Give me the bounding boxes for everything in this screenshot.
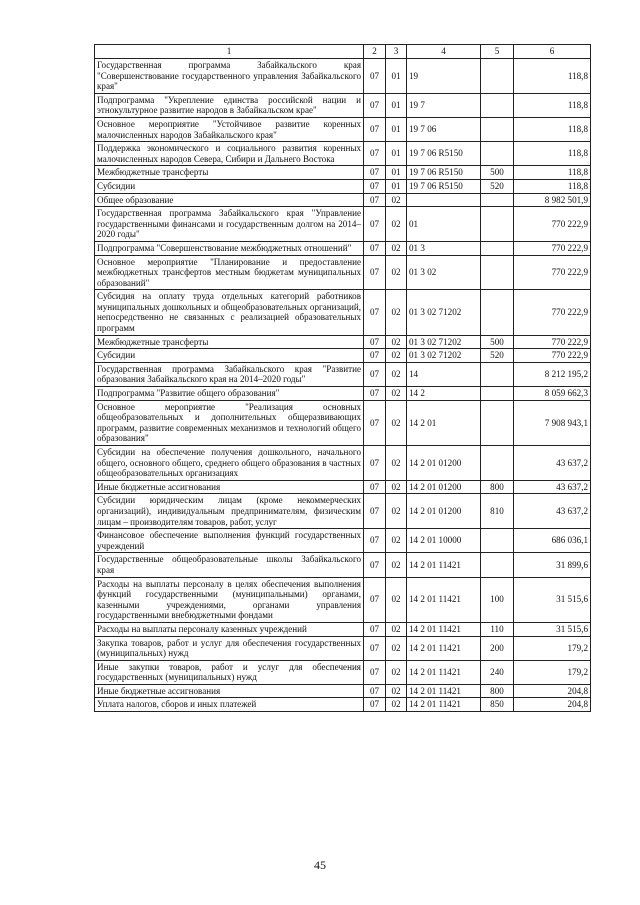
target-article-code: 01 3 02 (407, 255, 481, 290)
subsection-code: 02 (386, 577, 407, 622)
expense-type-code: 800 (481, 684, 514, 698)
subsection-code: 01 (386, 179, 407, 193)
target-article-code: 19 7 06 (407, 117, 481, 141)
section-code: 07 (364, 362, 386, 386)
subsection-code: 02 (386, 446, 407, 481)
expense-type-code: 110 (481, 622, 514, 636)
subsection-code: 02 (386, 622, 407, 636)
table-row (95, 636, 591, 660)
section-code: 07 (364, 387, 386, 401)
section-code: 07 (364, 142, 386, 166)
subsection-code: 02 (386, 529, 407, 553)
section-code: 07 (364, 446, 386, 481)
budget-item-name: Государственные общеобразовательные школы Забайкальского края (95, 553, 364, 577)
expense-type-code: 200 (481, 636, 514, 660)
expense-type-code (481, 529, 514, 553)
budget-item-name: Уплата налогов, сборов и иных платежей (95, 698, 364, 712)
expense-type-code: 500 (481, 166, 514, 180)
expense-type-code: 520 (481, 349, 514, 363)
amount: 118,8 (514, 166, 591, 180)
amount: 770 222,9 (514, 335, 591, 349)
expense-type-code (481, 400, 514, 445)
budget-item-name: Субсидия на оплату труда отдельных категорий работников муниципальных дошкольных и общеобразовательных организаций, непосредственно не связанных с реализацией образовательных программ (95, 290, 364, 335)
budget-item-name: Государственная программа Забайкальского края "Совершенствование государственного управления Забайкальского края" (95, 59, 364, 94)
subsection-code: 02 (386, 387, 407, 401)
table-row (95, 290, 591, 335)
subsection-code: 02 (386, 480, 407, 494)
budget-item-name: Поддержка экономического и социального развития коренных малочисленных народов Севера, Сибири и Дальнего Востока (95, 142, 364, 166)
expense-type-code (481, 207, 514, 242)
target-article-code: 01 3 02 71202 (407, 335, 481, 349)
section-code: 07 (364, 480, 386, 494)
amount: 204,8 (514, 684, 591, 698)
amount: 118,8 (514, 117, 591, 141)
section-code: 07 (364, 255, 386, 290)
section-code: 07 (364, 622, 386, 636)
budget-item-name: Субсидии на обеспечение получения дошкольного, начального общего, основного общего, среднего общего образования в частных общеобразовательных организациях (95, 446, 364, 481)
header-col-1: 1 (95, 45, 364, 59)
subsection-code: 02 (386, 698, 407, 712)
subsection-code: 01 (386, 93, 407, 117)
target-article-code: 14 2 01 01200 (407, 480, 481, 494)
section-code: 07 (364, 166, 386, 180)
expense-type-code (481, 241, 514, 255)
expense-type-code: 850 (481, 698, 514, 712)
subsection-code: 02 (386, 684, 407, 698)
section-code: 07 (364, 529, 386, 553)
section-code: 07 (364, 193, 386, 207)
table-row (95, 698, 591, 712)
amount: 8 982 501,9 (514, 193, 591, 207)
amount: 118,8 (514, 59, 591, 94)
section-code: 07 (364, 290, 386, 335)
amount: 770 222,9 (514, 241, 591, 255)
section-code: 07 (364, 494, 386, 529)
section-code: 07 (364, 577, 386, 622)
section-code: 07 (364, 684, 386, 698)
table-row (95, 59, 591, 94)
amount: 31 899,6 (514, 553, 591, 577)
table-row (95, 446, 591, 481)
target-article-code: 01 3 02 71202 (407, 290, 481, 335)
target-article-code: 14 2 (407, 387, 481, 401)
budget-item-name: Основное мероприятие "Планирование и предоставление межбюджетных трансфертов местным бюджетам муниципальных образований" (95, 255, 364, 290)
amount: 179,2 (514, 636, 591, 660)
section-code: 07 (364, 117, 386, 141)
amount: 118,8 (514, 93, 591, 117)
table-row (95, 387, 591, 401)
target-article-code: 19 7 06 R5150 (407, 179, 481, 193)
target-article-code: 14 2 01 01200 (407, 494, 481, 529)
budget-item-name: Иные закупки товаров, работ и услуг для обеспечения государственных (муниципальных) нужд (95, 660, 364, 684)
subsection-code: 02 (386, 241, 407, 255)
table-row (95, 494, 591, 529)
table-row (95, 529, 591, 553)
amount: 686 036,1 (514, 529, 591, 553)
section-code: 07 (364, 179, 386, 193)
target-article-code: 14 2 01 11421 (407, 698, 481, 712)
target-article-code: 19 7 06 R5150 (407, 142, 481, 166)
expense-type-code (481, 255, 514, 290)
table-row (95, 349, 591, 363)
subsection-code: 02 (386, 660, 407, 684)
subsection-code: 01 (386, 117, 407, 141)
table-row (95, 179, 591, 193)
section-code: 07 (364, 335, 386, 349)
table-row (95, 117, 591, 141)
subsection-code: 02 (386, 255, 407, 290)
amount: 43 637,2 (514, 446, 591, 481)
target-article-code: 14 2 01 11421 (407, 553, 481, 577)
subsection-code: 01 (386, 59, 407, 94)
budget-item-name: Общее образование (95, 193, 364, 207)
table-row (95, 622, 591, 636)
section-code: 07 (364, 698, 386, 712)
section-code: 07 (364, 400, 386, 445)
page-number: 45 (314, 858, 326, 872)
budget-item-name: Подпрограмма "Укрепление единства российской нации и этнокультурное развитие народов в Забайкальском крае" (95, 93, 364, 117)
target-article-code (407, 193, 481, 207)
target-article-code: 19 7 06 R5150 (407, 166, 481, 180)
expense-type-code (481, 193, 514, 207)
section-code: 07 (364, 207, 386, 242)
expense-type-code (481, 142, 514, 166)
table-row (95, 166, 591, 180)
header-col-2: 2 (364, 45, 386, 59)
amount: 770 222,9 (514, 290, 591, 335)
budget-item-name: Иные бюджетные ассигнования (95, 684, 364, 698)
amount: 770 222,9 (514, 255, 591, 290)
expense-type-code: 100 (481, 577, 514, 622)
budget-item-name: Государственная программа Забайкальского края "Развитие образования Забайкальского края на 2014–2020 годы" (95, 362, 364, 386)
header-col-4: 4 (407, 45, 481, 59)
target-article-code: 14 2 01 11421 (407, 684, 481, 698)
header-col-6: 6 (514, 45, 591, 59)
budget-item-name: Финансовое обеспечение выполнения функций государственных учреждений (95, 529, 364, 553)
subsection-code: 02 (386, 636, 407, 660)
table-row (95, 193, 591, 207)
section-code: 07 (364, 93, 386, 117)
budget-item-name: Основное мероприятие "Устойчивое развитие коренных малочисленных народов Забайкальского края" (95, 117, 364, 141)
amount: 8 059 662,3 (514, 387, 591, 401)
expense-type-code (481, 59, 514, 94)
target-article-code: 14 2 01 11421 (407, 636, 481, 660)
expense-type-code (481, 446, 514, 481)
table-row (95, 480, 591, 494)
table-row (95, 660, 591, 684)
target-article-code: 01 3 02 71202 (407, 349, 481, 363)
budget-item-name: Закупка товаров, работ и услуг для обеспечения государственных (муниципальных) нужд (95, 636, 364, 660)
table-row (95, 335, 591, 349)
amount: 43 637,2 (514, 494, 591, 529)
target-article-code: 19 7 (407, 93, 481, 117)
budget-item-name: Межбюджетные трансферты (95, 335, 364, 349)
expense-type-code (481, 553, 514, 577)
budget-item-name: Расходы на выплаты персоналу в целях обеспечения выполнения функций государственными (муниципальными) органами, казенными учреждениями, органами управления государственными внебюджетными фондами (95, 577, 364, 622)
table-row (95, 93, 591, 117)
amount: 204,8 (514, 698, 591, 712)
table-row (95, 241, 591, 255)
expense-type-code (481, 362, 514, 386)
budget-item-name: Подпрограмма "Развитие общего образования" (95, 387, 364, 401)
target-article-code: 19 (407, 59, 481, 94)
table-row (95, 400, 591, 445)
expense-type-code (481, 290, 514, 335)
budget-table (94, 44, 591, 712)
expense-type-code: 810 (481, 494, 514, 529)
expense-type-code: 240 (481, 660, 514, 684)
budget-item-name: Иные бюджетные ассигнования (95, 480, 364, 494)
subsection-code: 02 (386, 553, 407, 577)
budget-item-name: Основное мероприятие "Реализация основных общеобразовательных и дополнительных общеразвивающих программ, развитие современных механизмов и технологий общего образования" (95, 400, 364, 445)
target-article-code: 01 (407, 207, 481, 242)
subsection-code: 02 (386, 494, 407, 529)
table-row (95, 207, 591, 242)
section-code: 07 (364, 241, 386, 255)
subsection-code: 01 (386, 166, 407, 180)
amount: 8 212 195,2 (514, 362, 591, 386)
section-code: 07 (364, 59, 386, 94)
target-article-code: 14 2 01 10000 (407, 529, 481, 553)
table-row (95, 362, 591, 386)
table-row (95, 577, 591, 622)
target-article-code: 14 (407, 362, 481, 386)
amount: 770 222,9 (514, 207, 591, 242)
amount: 43 637,2 (514, 480, 591, 494)
table-row (95, 553, 591, 577)
amount: 118,8 (514, 179, 591, 193)
subsection-code: 02 (386, 207, 407, 242)
amount: 118,8 (514, 142, 591, 166)
target-article-code: 14 2 01 11421 (407, 660, 481, 684)
budget-item-name: Субсидии юридическим лицам (кроме некоммерческих организаций), индивидуальным предпринимателям, физическим лицам – производителям товаров, работ, услуг (95, 494, 364, 529)
amount: 7 908 943,1 (514, 400, 591, 445)
budget-item-name: Расходы на выплаты персоналу казенных учреждений (95, 622, 364, 636)
target-article-code: 14 2 01 01200 (407, 446, 481, 481)
budget-item-name: Межбюджетные трансферты (95, 166, 364, 180)
budget-item-name: Подпрограмма "Совершенствование межбюджетных отношений" (95, 241, 364, 255)
expense-type-code (481, 117, 514, 141)
expense-type-code: 520 (481, 179, 514, 193)
budget-item-name: Субсидии (95, 349, 364, 363)
subsection-code: 01 (386, 142, 407, 166)
subsection-code: 02 (386, 362, 407, 386)
amount: 179,2 (514, 660, 591, 684)
subsection-code: 02 (386, 349, 407, 363)
section-code: 07 (364, 349, 386, 363)
header-col-5: 5 (481, 45, 514, 59)
budget-item-name: Субсидии (95, 179, 364, 193)
expense-type-code: 500 (481, 335, 514, 349)
amount: 31 515,6 (514, 622, 591, 636)
amount: 770 222,9 (514, 349, 591, 363)
target-article-code: 01 3 (407, 241, 481, 255)
expense-type-code (481, 93, 514, 117)
target-article-code: 14 2 01 (407, 400, 481, 445)
section-code: 07 (364, 553, 386, 577)
budget-item-name: Государственная программа Забайкальского края "Управление государственными финансами и государственным долгом на 2014–2020 годы" (95, 207, 364, 242)
subsection-code: 02 (386, 290, 407, 335)
subsection-code: 02 (386, 193, 407, 207)
table-row (95, 684, 591, 698)
amount: 31 515,6 (514, 577, 591, 622)
section-code: 07 (364, 660, 386, 684)
table-header-row (95, 45, 591, 59)
expense-type-code: 800 (481, 480, 514, 494)
target-article-code: 14 2 01 11421 (407, 622, 481, 636)
target-article-code: 14 2 01 11421 (407, 577, 481, 622)
header-col-3: 3 (386, 45, 407, 59)
table-row (95, 142, 591, 166)
subsection-code: 02 (386, 400, 407, 445)
subsection-code: 02 (386, 335, 407, 349)
table-row (95, 255, 591, 290)
expense-type-code (481, 387, 514, 401)
section-code: 07 (364, 636, 386, 660)
